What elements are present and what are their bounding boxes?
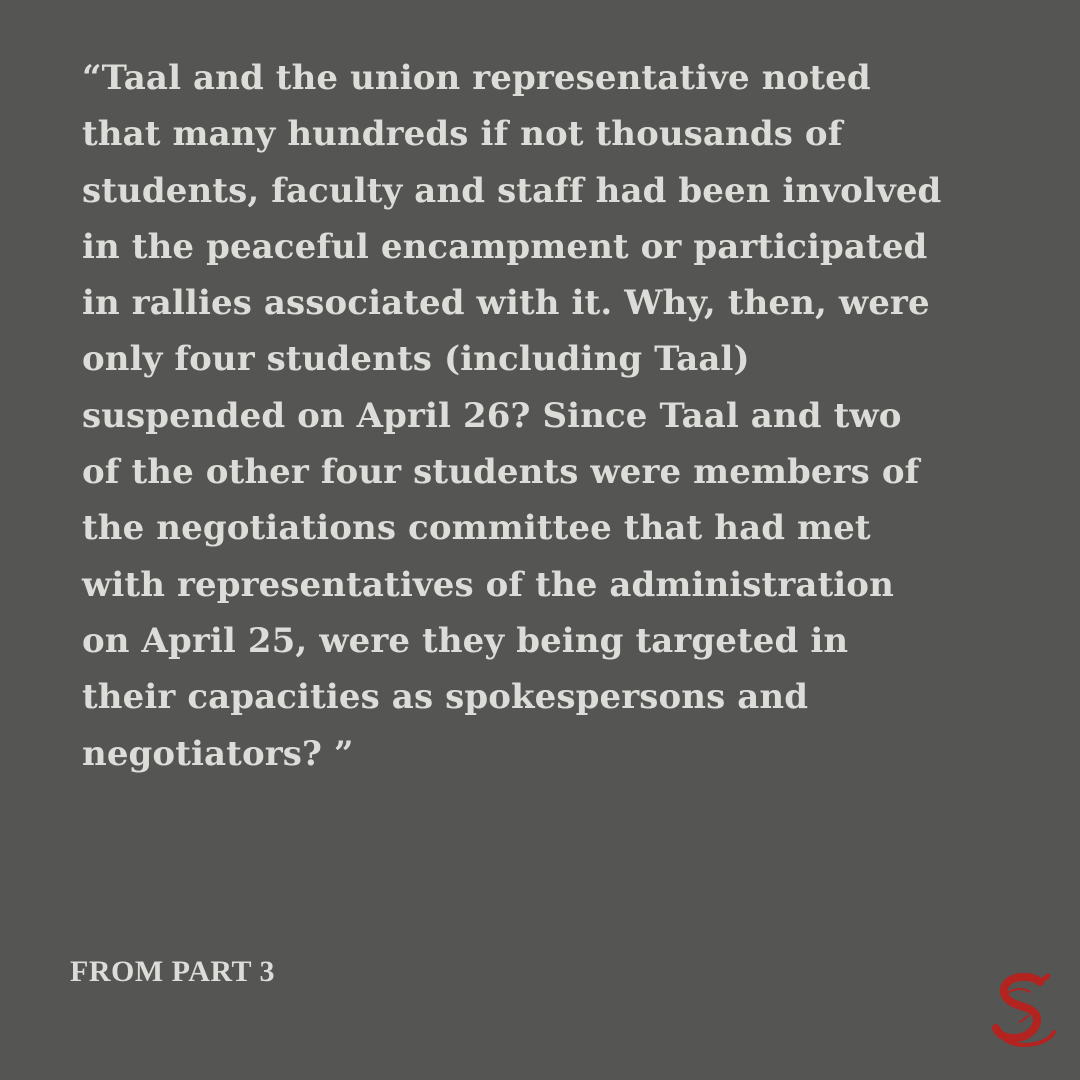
quote-line-13: negotiators? ”	[82, 733, 354, 774]
quote-line-8: of the other four students were members of	[82, 452, 920, 493]
quote-line-12: their capacities as spokespersons and	[82, 677, 809, 718]
quote-line-7: suspended on April 26? Since Taal and two	[82, 395, 902, 436]
source-label: FROM PART 3	[70, 955, 275, 988]
quote-line-2: that many hundreds if not thousands of	[82, 114, 843, 155]
quote-line-5: in rallies associated with it. Why, then, were	[82, 283, 930, 324]
quote-text	[82, 50, 1012, 782]
quote-line-3: students, faculty and staff had been involved	[82, 170, 942, 211]
quote-line-6: only four students (including Taal)	[82, 339, 750, 380]
quote-line-1: “Taal and the union representative noted	[82, 58, 871, 98]
quote-line-11: on April 25, were they being targeted in	[82, 620, 849, 661]
blackletter-s-logo-icon	[990, 972, 1058, 1050]
quote-line-4: in the peaceful encampment or participated	[82, 226, 928, 267]
quote-line-10: with representatives of the administration	[82, 564, 894, 605]
quote-line-9: the negotiations committee that had met	[82, 508, 871, 549]
